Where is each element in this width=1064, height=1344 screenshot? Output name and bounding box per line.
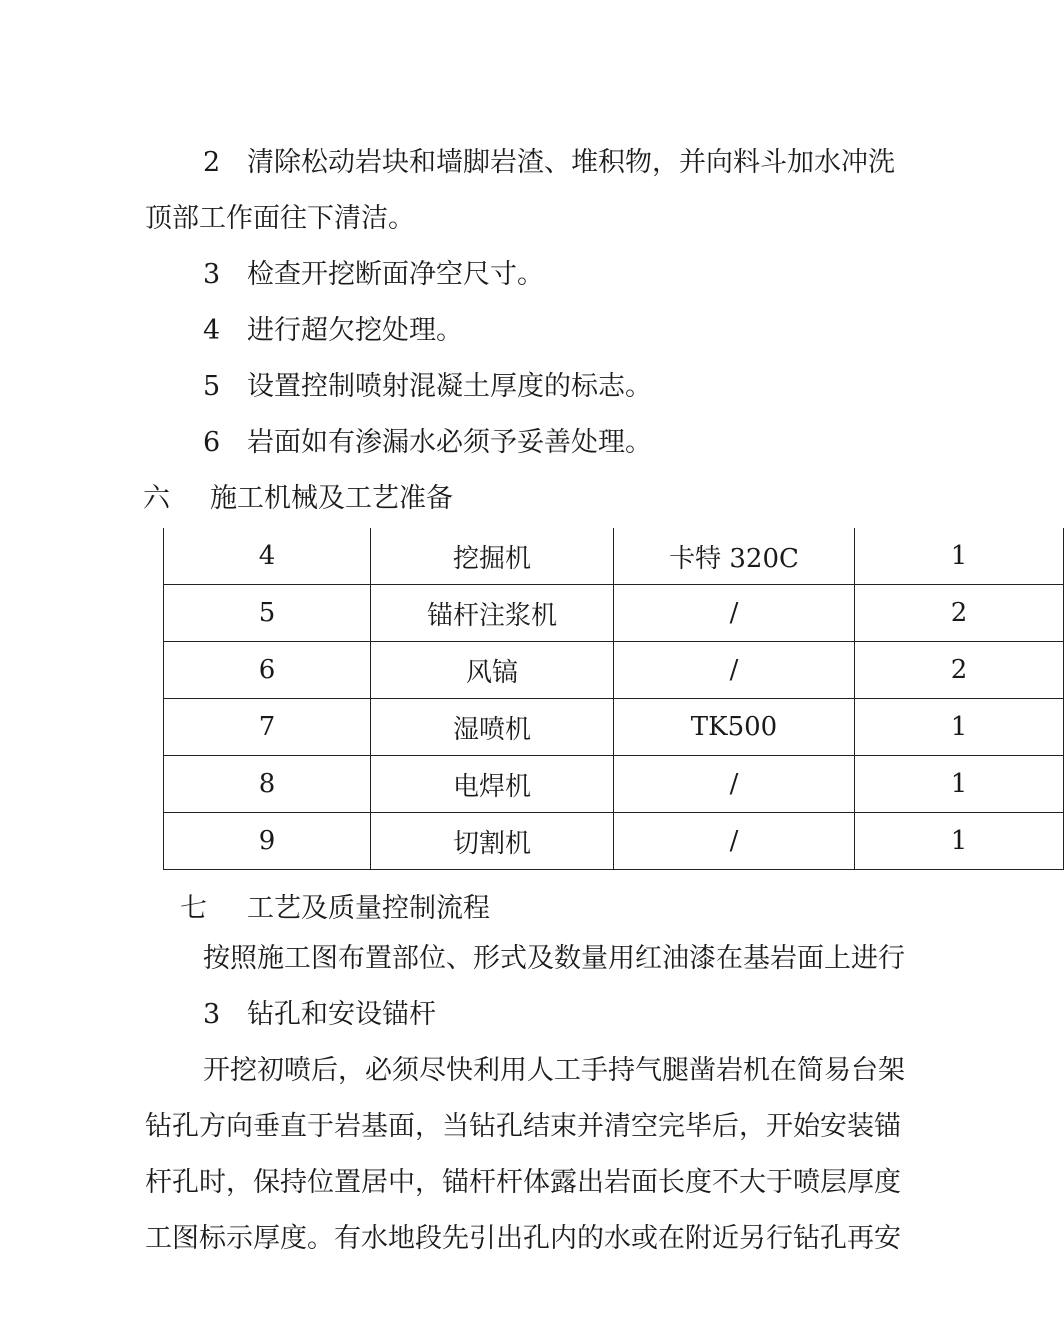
prep-item-6 (203, 426, 652, 460)
cell-index: 5 (164, 585, 371, 642)
section-7-heading (180, 892, 490, 926)
item-text: 进行超欠挖处理。 (247, 315, 463, 346)
cell-index: 9 (164, 813, 371, 870)
drill-paragraph-line-3 (145, 1166, 901, 1200)
cell-index: 4 (164, 528, 371, 585)
cell-equipment-name: 风镐 (371, 642, 614, 699)
step-title: 钻孔和安设锚杆 (247, 999, 436, 1030)
item-number: 4 (203, 315, 221, 346)
paragraph-text: 工图标示厚度。有水地段先引出孔内的水或在附近另行钻孔再安 (145, 1223, 901, 1254)
section-number: 六 (143, 483, 170, 514)
cell-index: 8 (164, 756, 371, 813)
cell-quantity: 1 (855, 756, 1064, 813)
item-text: 检查开挖断面净空尺寸。 (247, 259, 544, 290)
cell-equipment-name: 挖掘机 (371, 528, 614, 585)
item-number: 5 (203, 371, 221, 402)
cell-quantity: 1 (855, 699, 1064, 756)
cell-model: / (614, 642, 855, 699)
prep-item-4 (203, 314, 463, 348)
section-6-heading (143, 482, 453, 516)
cell-model: / (614, 756, 855, 813)
item-text: 岩面如有渗漏水必须予妥善处理。 (247, 427, 652, 458)
step-3-heading (203, 998, 436, 1032)
item-text: 设置控制喷射混凝土厚度的标志。 (247, 371, 652, 402)
cell-quantity: 2 (855, 642, 1064, 699)
step-number: 3 (203, 999, 221, 1030)
table-row (164, 528, 1064, 585)
item-number: 2 (203, 147, 221, 178)
item-text: 清除松动岩块和墙脚岩渣、堆积物，并向料斗加水冲洗 (247, 147, 895, 178)
cell-model: / (614, 813, 855, 870)
cell-quantity: 1 (855, 528, 1064, 585)
cell-quantity: 1 (855, 813, 1064, 870)
cell-model: TK500 (614, 699, 855, 756)
cell-model: 卡特 320C (614, 528, 855, 585)
prep-item-2-continued (145, 202, 415, 236)
prep-item-3 (203, 258, 544, 292)
section-title: 工艺及质量控制流程 (247, 893, 490, 924)
item-number: 6 (203, 427, 221, 458)
cell-index: 6 (164, 642, 371, 699)
drill-paragraph-line-4 (145, 1222, 901, 1256)
paragraph-text: 钻孔方向垂直于岩基面，当钻孔结束并清空完毕后，开始安装锚 (145, 1111, 901, 1142)
paragraph-text: 杆孔时，保持位置居中，锚杆杆体露出岩面长度不大于喷层厚度 (145, 1167, 901, 1198)
cell-equipment-name: 电焊机 (371, 756, 614, 813)
prep-item-5 (203, 370, 652, 404)
table-row (164, 756, 1064, 813)
item-text: 顶部工作面往下清洁。 (145, 203, 415, 234)
cell-index: 7 (164, 699, 371, 756)
paragraph-text: 按照施工图布置部位、形式及数量用红油漆在基岩面上进行 (203, 943, 905, 974)
item-number: 3 (203, 259, 221, 290)
table-row (164, 699, 1064, 756)
equipment-table (163, 528, 1064, 870)
section-title: 施工机械及工艺准备 (210, 483, 453, 514)
paragraph-text: 开挖初喷后，必须尽快利用人工手持气腿凿岩机在简易台架 (203, 1055, 905, 1086)
prep-item-2 (203, 146, 895, 180)
cell-model: / (614, 585, 855, 642)
cell-equipment-name: 湿喷机 (371, 699, 614, 756)
table-row (164, 585, 1064, 642)
cell-equipment-name: 切割机 (371, 813, 614, 870)
drill-paragraph-line-2 (145, 1110, 901, 1144)
drill-paragraph-line-1 (203, 1054, 905, 1088)
section-number: 七 (180, 893, 207, 924)
table-row (164, 813, 1064, 870)
cell-quantity: 2 (855, 585, 1064, 642)
cell-equipment-name: 锚杆注浆机 (371, 585, 614, 642)
marking-paragraph (203, 942, 905, 976)
table-row (164, 642, 1064, 699)
